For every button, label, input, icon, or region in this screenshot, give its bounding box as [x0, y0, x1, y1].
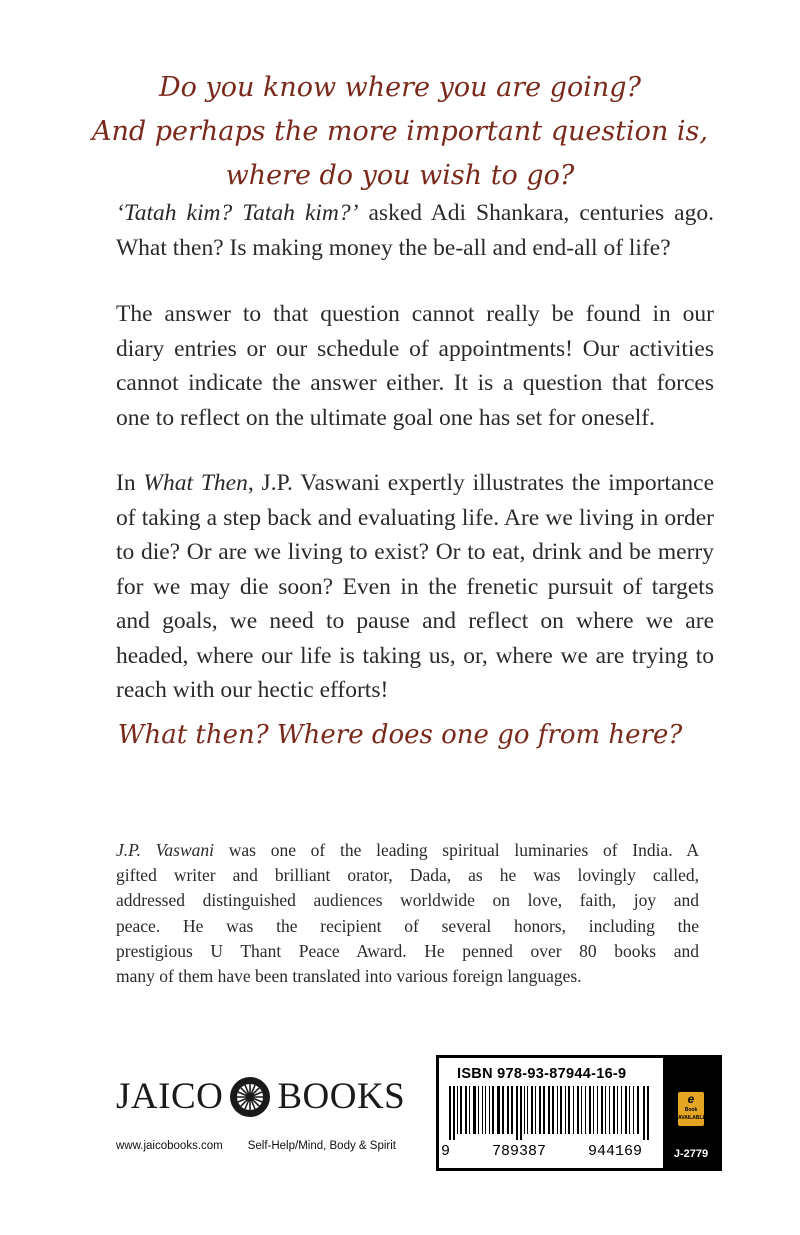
para-line: cannot indicate the answer either. It is a question that forces: [116, 370, 714, 396]
bio-line: gifted writer and brilliant orator, Dada, as he was lovingly called,: [116, 865, 699, 886]
para-line: and goals, we need to pause and reflect on where we are: [116, 608, 714, 634]
para-line: headed, where our life is taking us, or, where we are trying to: [116, 642, 714, 669]
author-bio: [116, 838, 699, 989]
quote-em: ‘Tatah kim? Tatah kim?’: [116, 200, 359, 226]
bio-line: peace. He was the recipient of several honors, including the: [116, 915, 699, 936]
publisher-footer: [116, 1140, 396, 1152]
para-line: The answer to that question cannot really be found in our: [116, 301, 714, 327]
para-line: for we may die soon? Even in the frenetic pursuit of targets: [116, 573, 714, 600]
para-line: reach with our hectic efforts!: [116, 677, 389, 703]
ebook-available-badge: e Book AVAILABLE: [678, 1092, 704, 1126]
publisher-name-left: JAICO: [116, 1076, 224, 1117]
wheel-logo-icon: [229, 1076, 271, 1118]
product-code: J-2779: [673, 1148, 709, 1160]
bio-line: addressed distinguished audiences worldwide on love, faith, joy and: [116, 890, 699, 911]
price-code-panel: [663, 1058, 719, 1168]
para-line: diary entries or our schedule of appointments! Our activities: [116, 335, 714, 362]
para-line: to die? Or are we living to exist? Or to eat, drink and be merry: [116, 539, 714, 565]
description-paragraph: [116, 466, 714, 708]
tagline-line-3: where do you wish to go?: [225, 160, 575, 191]
tagline-line-2: And perhaps the more important question is,: [91, 116, 708, 147]
isbn-label: ISBN 978-93-87944-16-9: [457, 1066, 627, 1082]
intro-paragraph: [116, 196, 714, 265]
closing-question: What then? Where does one go from here?: [117, 720, 683, 750]
para-line: ‘Tatah kim? Tatah kim?’ asked Adi Shankara, centuries ago.: [116, 200, 714, 226]
para-line: of taking a step back and evaluating life. Are we living in order: [116, 504, 714, 531]
tagline: [0, 66, 800, 198]
book-category: Self-Help/Mind, Body & Spirit: [247, 1140, 396, 1152]
publisher-name-right: BOOKS: [277, 1076, 406, 1117]
author-name-em: J.P. Vaswani: [116, 840, 215, 860]
book-title-em: What Then: [143, 470, 248, 496]
publisher-website[interactable]: www.jaicobooks.com: [116, 1140, 223, 1152]
answer-paragraph: [116, 297, 714, 435]
tagline-line-1: Do you know where you are going?: [159, 72, 641, 103]
bio-line: prestigious U Thant Peace Award. He penned over 80 books and: [116, 940, 699, 961]
barcode-digits: 9 789387 944169: [441, 1143, 642, 1160]
barcode-icon: [445, 1086, 651, 1142]
bio-line: many of them have been translated into various foreign languages.: [116, 966, 582, 987]
publisher-logo: [116, 1075, 405, 1118]
isbn-barcode-box: [436, 1055, 722, 1171]
para-line: What then? Is making money the be-all and end-all of life?: [116, 234, 671, 261]
bio-line: J.P. Vaswani was one of the leading spiritual luminaries of India. A: [116, 840, 700, 860]
para-line: one to reflect on the ultimate goal one has set for oneself.: [116, 404, 656, 431]
para-line: In What Then, J.P. Vaswani expertly illustrates the importance: [116, 470, 715, 496]
